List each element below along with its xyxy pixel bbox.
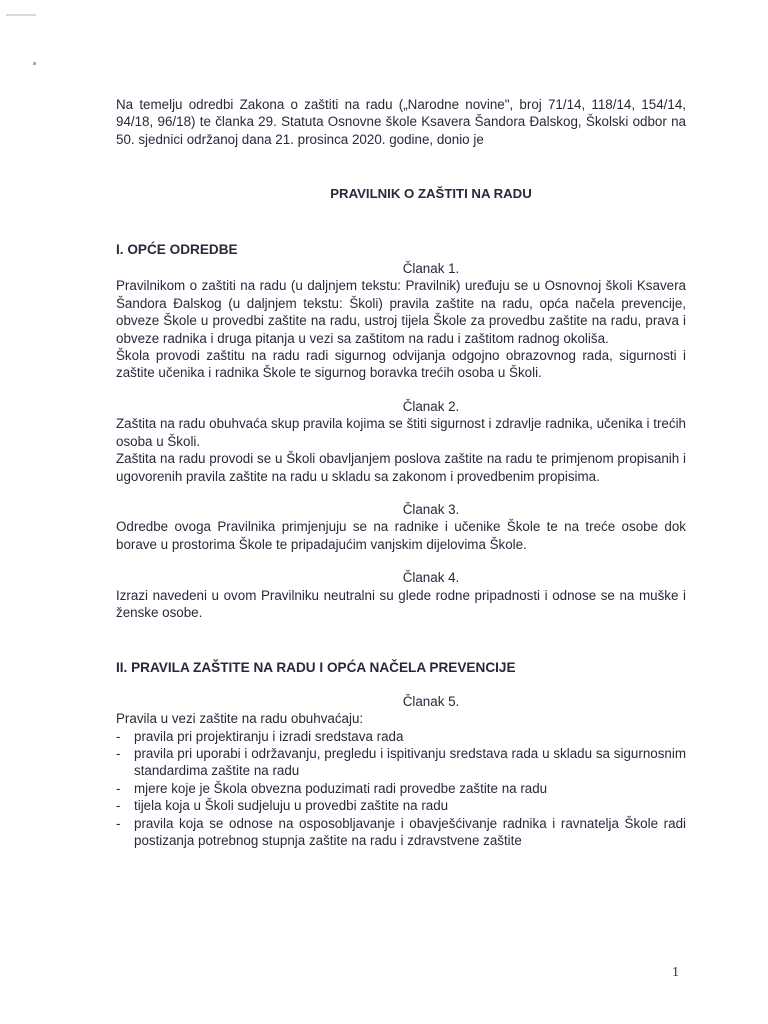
article-1-paragraph-2: Škola provodi zaštitu na radu radi sigurnog odvijanja odgojno obrazovnog rada, sigurnosti i zaštite učenika i radnika Škole te sigurnog boravka trećih osoba u Školi. bbox=[116, 348, 686, 381]
list-item: - pravila koja se odnose na osposobljavanje i obavješćivanje radnika i ravnatelja Škole radi postizanja potrebnog stupnja zaštite na radu i zdravstvene zaštite bbox=[116, 815, 686, 850]
page-number: 1 bbox=[672, 965, 679, 980]
list-item: - pravila pri uporabi i održavanju, pregledu i ispitivanju sredstava rada u skladu sa sigurnosnim standardima zaštite na radu bbox=[116, 745, 686, 780]
article-2-paragraph-1: Zaštita na radu obuhvaća skup pravila kojima se štiti sigurnost i zdravlje radnika, učenika i trećih osoba u Školi. bbox=[116, 416, 686, 449]
section-heading-2: II. PRAVILA ZAŠTITE NA RADU I OPĆA NAČELA PREVENCIJE bbox=[116, 660, 516, 676]
list-item: - mjere koje je Škola obvezna poduzimati radi provedbe zaštite na radu bbox=[116, 780, 686, 797]
list-item: - pravila pri projektiranju i izradi sredstava rada bbox=[116, 728, 686, 745]
scan-artifact bbox=[33, 62, 36, 65]
article-title-1: Članak 1. bbox=[402, 261, 460, 277]
article-3-paragraph-1: Odredbe ovoga Pravilnika primjenjuju se na radnike i učenike Škole te na treće osobe dok borave u prostorima Škole te pripadajućim vanjskim dijelovima Škole. bbox=[116, 519, 686, 552]
section-heading-1: I. OPĆE ODREDBE bbox=[116, 241, 238, 257]
intro-paragraph: Na temelju odredbi Zakona o zaštiti na radu („Narodne novine", broj 71/14, 118/14, 154/14, 94/18, 96/18) te članka 29. Statuta Osnovne škole Ksavera Šandora Đalskog, Školski odbor na 50. sjednici održanoj dana 21. prosinca 2020. godine, donio je bbox=[116, 97, 686, 147]
article-1-paragraph-1: Pravilnikom o zaštiti na radu (u daljnjem tekstu: Pravilnik) uređuju se u Osnovnoj školi Ksavera Šandora Đalskog (u daljnjem tekstu: Školi) pravila zaštite na radu, opća načela prevencije, obveze Škole u provedbi zaštite na radu, ustroj tijela Škole za provedbu zaštite na radu, prava i obveze radnika i druga pitanja u vezi sa zaštitom na radu i zaštitom radnog okoliša. bbox=[116, 278, 686, 346]
article-5-list bbox=[116, 728, 686, 850]
document-body bbox=[116, 96, 686, 849]
list-item: - tijela koja u Školi sudjeluju u provedbi zaštite na radu bbox=[116, 797, 686, 814]
article-title-4: Članak 4. bbox=[402, 570, 460, 586]
article-title-3: Članak 3. bbox=[402, 501, 460, 517]
article-title-2: Članak 2. bbox=[402, 398, 460, 414]
article-4-paragraph-1: Izrazi navedeni u ovom Pravilniku neutralni su glede rodne pripadnosti i odnose se na muške i ženske osobe. bbox=[116, 587, 686, 620]
document-title: PRAVILNIK O ZAŠTITI NA RADU bbox=[330, 186, 532, 202]
article-title-5: Članak 5. bbox=[402, 693, 460, 709]
scan-artifact bbox=[6, 14, 36, 16]
article-5-paragraph-1: Pravila u vezi zaštite na radu obuhvaćaju: bbox=[116, 711, 364, 727]
article-2-paragraph-2: Zaštita na radu provodi se u Školi obavljanjem poslova zaštite na radu te primjenom propisanih i ugovorenih pravila zaštite na radu u skladu sa zakonom i provedbenim propisima. bbox=[116, 451, 686, 484]
